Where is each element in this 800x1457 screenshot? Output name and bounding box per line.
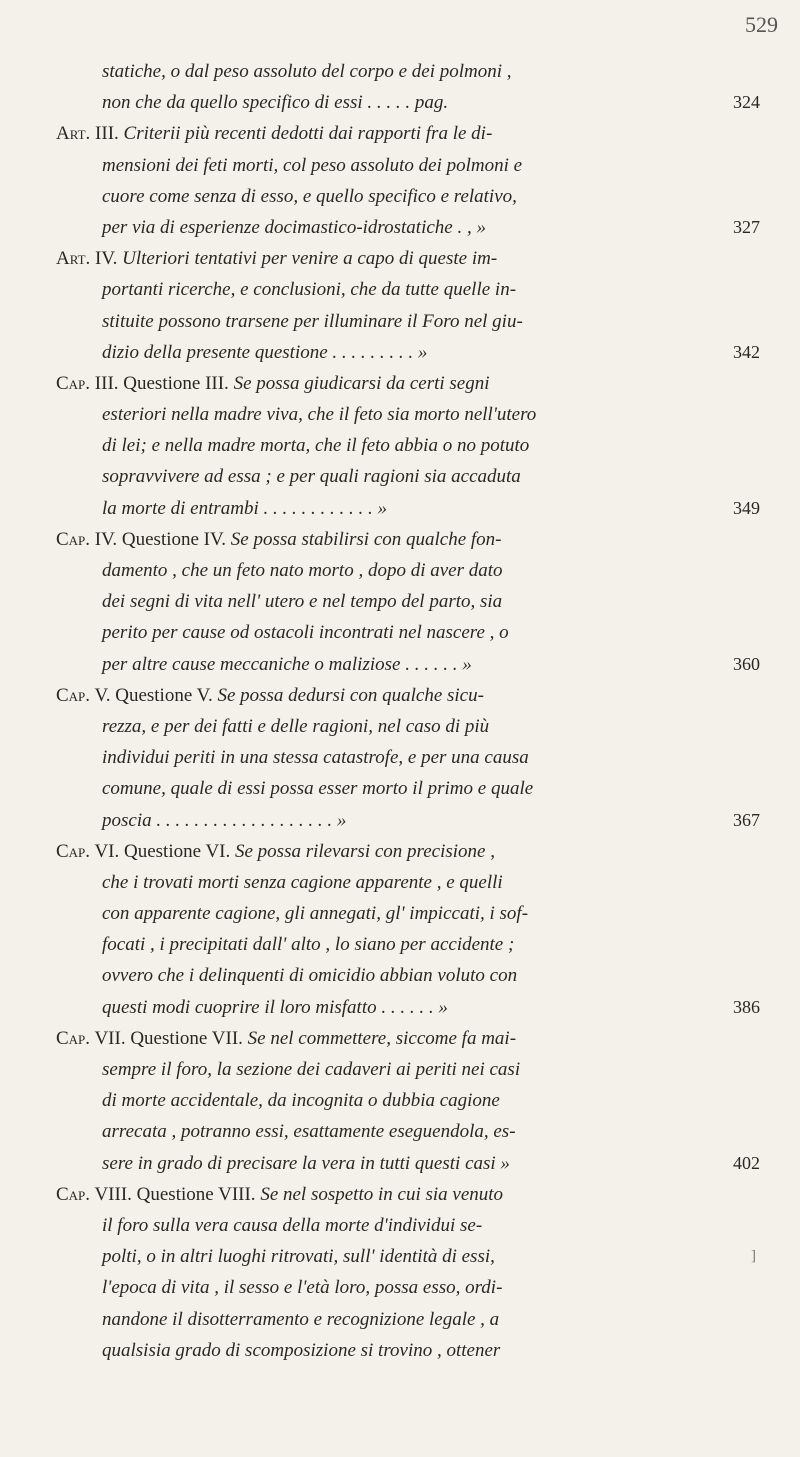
entry-page-number: 402: [733, 1152, 760, 1173]
entry-text: portanti ricerche, e conclusioni, che da tutte quelle in-: [102, 279, 517, 301]
toc-line: [0, 1179, 800, 1210]
entry-text: non che da quello specifico di essi . . . . . pag.: [102, 92, 449, 114]
entry-heading: Questione IV.: [121, 528, 231, 550]
page-number: 529: [745, 12, 778, 37]
entry-text: rezza, e per dei fatti e delle ragioni, nel caso di più: [102, 715, 490, 737]
toc-line: [0, 399, 800, 430]
entry-text: di lei; e nella madre morta, che il feto abbia o no potuto: [102, 435, 530, 457]
toc-line: [0, 493, 800, 524]
entry-text: Se nel sospetto in cui sia venuto: [260, 1183, 504, 1205]
toc-line: [0, 992, 800, 1023]
entry-text: Criterii più recenti dedotti dai rapporti fra le di-: [123, 123, 493, 145]
toc-line: [0, 1335, 800, 1366]
entry-text: questi modi cuoprire il loro misfatto . . . . . . »: [102, 996, 448, 1018]
entry-text: mensioni dei feti morti, col peso assoluto dei polmoni e: [102, 154, 523, 176]
toc-line: [0, 368, 800, 399]
toc-line: [0, 836, 800, 867]
entry-heading: Questione VI.: [124, 840, 235, 862]
entry-text: comune, quale di essi possa esser morto il primo e quale: [102, 778, 534, 800]
toc-line: [0, 1085, 800, 1116]
toc-line: [0, 929, 800, 960]
entry-label: Art. IV.: [56, 248, 123, 270]
entry-text: con apparente cagione, gli annegati, gl' impiccati, i sof-: [102, 903, 529, 925]
entry-text: l'epoca di vita , il sesso e l'età loro, possa esso, ordi-: [102, 1277, 503, 1299]
toc-line: [0, 586, 800, 617]
entry-text: di morte accidentale, da incognita o dubbia cagione: [102, 1090, 500, 1112]
toc-line: [0, 649, 800, 680]
entry-text: cuore come senza di esso, e quello specifico e relativo,: [102, 185, 517, 207]
entry-text: ovvero che i delinquenti di omicidio abbian voluto con: [102, 965, 518, 987]
entry-heading: Questione VIII.: [136, 1183, 261, 1205]
toc-line: [0, 1272, 800, 1303]
entry-text: statiche, o dal peso assoluto del corpo e dei polmoni ,: [102, 61, 512, 82]
toc-line: [0, 1241, 800, 1272]
toc-line: [0, 805, 800, 836]
entry-label: Cap. IV.: [56, 528, 122, 550]
toc-line: [0, 461, 800, 492]
entry-text: focati , i precipitati dall' alto , lo siano per accidente ;: [102, 934, 515, 956]
margin-mark: ]: [751, 1248, 756, 1265]
toc-line: [0, 56, 800, 87]
entry-page-number: 386: [733, 996, 760, 1017]
entry-text: damento , che un feto nato morto , dopo di aver dato: [102, 560, 503, 581]
entry-text: sopravvivere ad essa ; e per quali ragioni sia accaduta: [102, 466, 521, 488]
entry-text: dei segni di vita nell' utero e nel tempo del parto, sia: [102, 591, 503, 613]
toc-line: [0, 555, 800, 586]
toc-line: [0, 617, 800, 648]
entry-text: sempre il foro, la sezione dei cadaveri ai periti nei casi: [102, 1059, 521, 1080]
toc-line: [0, 181, 800, 212]
toc-line: [0, 430, 800, 461]
toc-line: [0, 150, 800, 181]
entry-text: sere in grado di precisare la vera in tutti questi casi »: [102, 1152, 510, 1174]
entry-heading: Questione III.: [123, 372, 234, 394]
toc-line: [0, 1148, 800, 1179]
toc-line: [0, 867, 800, 898]
toc-line: [0, 1054, 800, 1085]
toc-line: [0, 960, 800, 991]
entry-page-number: 327: [733, 216, 760, 237]
toc-line: [0, 306, 800, 337]
entry-page-number: 349: [733, 497, 760, 518]
entry-text: il foro sulla vera causa della morte d'individui se-: [102, 1214, 483, 1236]
entry-label: Cap. V.: [56, 684, 116, 706]
entry-text: che i trovati morti senza cagione apparente , e quelli: [102, 871, 503, 893]
entry-text: qualsisia grado di scomposizione si trovino , ottener: [102, 1339, 501, 1361]
toc-line: [0, 87, 800, 118]
entry-text: nandone il disotterramento e recognizione legale , a: [102, 1308, 500, 1330]
entry-page-number: 324: [733, 92, 760, 113]
entry-text: Se possa giudicarsi da certi segni: [233, 372, 490, 394]
toc-line: [0, 898, 800, 929]
entry-heading: Questione VII.: [130, 1027, 248, 1049]
toc-line: [0, 711, 800, 742]
entry-heading: Questione V.: [115, 684, 218, 706]
toc-line: [0, 773, 800, 804]
toc-line: [0, 118, 800, 149]
toc-line: [0, 1023, 800, 1054]
toc-line: [0, 1304, 800, 1335]
entry-page-number: 360: [733, 653, 760, 674]
toc-line: [0, 742, 800, 773]
toc-line: [0, 1210, 800, 1241]
entry-label: Art. III.: [56, 123, 124, 145]
entry-text: per altre cause meccaniche o maliziose . . . . . . »: [102, 653, 472, 675]
entry-label: Cap. VI.: [56, 840, 124, 862]
entry-page-number: 367: [733, 809, 760, 830]
entry-label: Cap. VII.: [56, 1027, 131, 1049]
entry-label: Cap. III.: [56, 372, 124, 394]
entry-text: Se possa dedursi con qualche sicu-: [217, 684, 484, 706]
entry-text: Ulteriori tentativi per venire a capo di queste im-: [122, 248, 498, 270]
entry-text: esteriori nella madre viva, che il feto sia morto nell'utero: [102, 404, 537, 426]
toc-line: [0, 680, 800, 711]
toc-line: [0, 243, 800, 274]
entry-text: individui periti in una stessa catastrofe, e per una causa: [102, 747, 529, 769]
entry-page-number: 342: [733, 341, 760, 362]
toc-line: [0, 524, 800, 555]
entry-label: Cap. VIII.: [56, 1183, 137, 1205]
table-of-contents: [0, 56, 800, 1366]
toc-line: [0, 1116, 800, 1147]
entry-text: per via di esperienze docimastico-idrostatiche . , »: [102, 216, 486, 238]
entry-text: Se possa rilevarsi con precisione ,: [235, 840, 495, 862]
toc-line: [0, 274, 800, 305]
entry-text: perito per cause od ostacoli incontrati nel nascere , o: [102, 622, 509, 644]
entry-text: arrecata , potranno essi, esattamente eseguendola, es-: [102, 1121, 516, 1143]
toc-line: [0, 212, 800, 243]
entry-text: stituite possono trarsene per illuminare il Foro nel giu-: [102, 310, 523, 332]
entry-text: polti, o in altri luoghi ritrovati, sull' identità di essi,: [102, 1246, 495, 1268]
entry-text: poscia . . . . . . . . . . . . . . . . . . . »: [102, 809, 347, 831]
entry-text: Se nel commettere, siccome fa mai-: [247, 1027, 517, 1049]
toc-line: [0, 337, 800, 368]
entry-text: dizio della presente questione . . . . . . . . . »: [102, 341, 428, 363]
entry-text: Se possa stabilirsi con qualche fon-: [230, 528, 502, 550]
entry-text: la morte di entrambi . . . . . . . . . . . . »: [102, 497, 387, 519]
